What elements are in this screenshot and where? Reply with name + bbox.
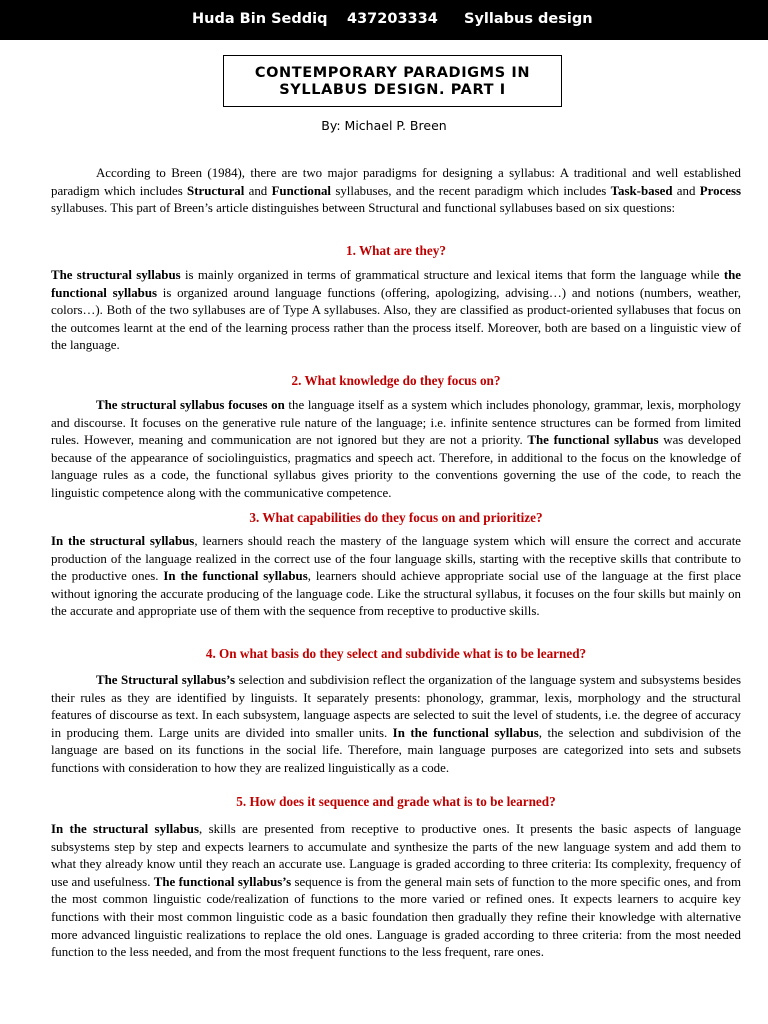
section-4-heading: 4. On what basis do they select and subdivide what is to be learned?: [205, 646, 587, 661]
byline: By: Michael P. Breen: [321, 118, 447, 133]
section-5-heading: 5. How does it sequence and grade what is to be learned?: [236, 794, 556, 809]
section-4: [51, 672, 741, 778]
section-3-paragraph: In the structural syllabus, learners should reach the mastery of the language system which will ensure the correct and accurate production of the language realized in the correct use of the four language skills, starting with the receptive skills that contribute to the productive ones. In the functional syllabus, learners should achieve appropriate social use of the language at the first place without ignoring the accurate producing of the language code. Like the structural syllabus, it focuses on the four skills but mainly on the accurate and appropriate use of them with the sequence from receptive to productive skills.: [51, 534, 742, 619]
section-4-paragraph: The Structural syllabus’s selection and subdivision reflect the organization of the language system and subsystems besides their rules as they are identified by linguists. It separately presents: phonology, grammar, lexis, morphology and the structural features of discourse as text. In each subsystem, language aspects are selected to suit the level of students, i.e. the degree of accuracy in producing them. Large units are divided into smaller units. In the functional syllabus, the selection and subdivision of the language are based on its functions in the social life. Therefore, main language purposes are categorized into sets and subsets functions with consideration to how they are realized linguistically as a code.: [51, 673, 741, 775]
section-3: [51, 533, 741, 621]
intro-paragraph: According to Breen (1984), there are two major paradigms for designing a syllabus: A traditional and well established paradigm which includes Structural and Functional syllabuses, and the recent paradigm which includes Task-based and Process syllabuses. This part of Breen’s article distinguishes between Structural and functional syllabuses based on six questions:: [51, 166, 741, 216]
section-1-heading: 1. What are they?: [346, 243, 446, 258]
section-2-heading: 2. What knowledge do they focus on?: [291, 373, 501, 388]
header-bar: [0, 0, 768, 40]
section-5-paragraph: In the structural syllabus, skills are presented from receptive to productive ones. It presents the basic aspects of language subsystems step by step and expects learners to accumulate and synthesize the parts of the new language system and add them to what they already know until they reach an accurate use. Language is graded according to three criteria: Its complexity, frequency of use and usefulness. The functional syllabus’s sequence is from the general main sets of function to the more specific ones, and from the most common linguistic code/realization of functions to the more varied or refined ones. It expects learners to acquire key functions with their most common linguistic code as a basic foundation then gradually they refine their knowledge with alternative more advanced linguistic realizations to replace the old ones. Language is graded according to three criteria: from the most needed function to the less needed, and from the most frequent functions to the less frequent, rare ones.: [51, 822, 742, 960]
section-2-paragraph: The structural syllabus focuses on the language itself as a system which includes phonology, grammar, lexis, morphology and discourse. It focuses on the generative rule nature of the language; i.e. infinite sentence structures can be formed from limited rules. However, meaning and communication are not ignored but they are not a priority. The functional syllabus was developed because of the appearance of sociolinguistics, pragmatics and speech act. Therefore, in additional to the focus on the knowledge of language rules as a code, the functional syllabus gives priority to the conventions governing the use of the code, to reach the linguistic competence along with the communicative competence.: [51, 398, 741, 500]
course-name: Syllabus design: [464, 11, 593, 27]
student-id: 437203334: [347, 11, 438, 27]
section-1: [51, 267, 741, 355]
section-2: [51, 397, 741, 503]
title-line-1: CONTEMPORARY PARADIGMS IN: [254, 65, 531, 81]
title-box: [223, 55, 562, 107]
intro-section: [51, 165, 741, 218]
section-3-heading: 3. What capabilities do they focus on and prioritize?: [249, 510, 543, 525]
section-1-paragraph: The structural syllabus is mainly organized in terms of grammatical structure and lexical items that form the language while the functional syllabus is organized around language functions (offering, apologizing, advising…) and notions (numbers, weather, colors…). Both of the two syllabuses are of Type A syllabuses. Also, they are classified as product-oriented syllabuses that focus on the outcomes learnt at the end of the learning process rather than the process itself. Moreover, both are based on a linguistic view of the language.: [51, 268, 741, 353]
author-name: Huda Bin Seddiq: [192, 11, 328, 27]
section-5: [51, 821, 741, 962]
title-line-2: SYLLABUS DESIGN. PART I: [279, 82, 506, 98]
